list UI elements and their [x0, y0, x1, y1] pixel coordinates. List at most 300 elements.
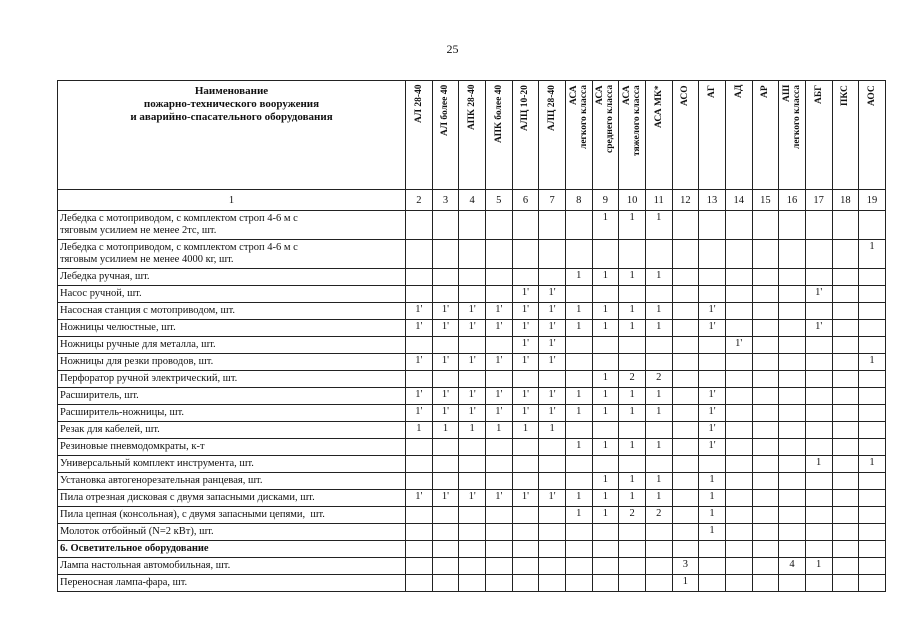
- quantity-cell: [645, 240, 672, 269]
- quantity-cell: [725, 371, 752, 388]
- quantity-cell: [672, 507, 699, 524]
- quantity-cell: 1': [699, 405, 726, 422]
- column-header: [752, 81, 779, 190]
- quantity-cell: [485, 286, 512, 303]
- quantity-cell: [512, 473, 539, 490]
- column-number: 8: [565, 190, 592, 211]
- quantity-cell: [805, 269, 832, 286]
- quantity-cell: [832, 558, 859, 575]
- table-row: [58, 320, 886, 337]
- quantity-cell: 1: [539, 422, 566, 439]
- quantity-cell: 1': [725, 337, 752, 354]
- quantity-cell: [459, 575, 486, 592]
- quantity-cell: [406, 439, 433, 456]
- quantity-cell: [432, 269, 459, 286]
- quantity-cell: [432, 286, 459, 303]
- quantity-cell: [832, 303, 859, 320]
- quantity-cell: 1: [645, 405, 672, 422]
- quantity-cell: [512, 439, 539, 456]
- quantity-cell: [779, 490, 806, 507]
- quantity-cell: 1: [645, 303, 672, 320]
- quantity-cell: [832, 354, 859, 371]
- quantity-cell: [725, 439, 752, 456]
- quantity-cell: [832, 575, 859, 592]
- column-number: 3: [432, 190, 459, 211]
- quantity-cell: 1: [699, 473, 726, 490]
- quantity-cell: [406, 269, 433, 286]
- quantity-cell: [859, 286, 886, 303]
- quantity-cell: [485, 371, 512, 388]
- quantity-cell: [645, 337, 672, 354]
- quantity-cell: [565, 286, 592, 303]
- quantity-cell: 1: [592, 371, 619, 388]
- quantity-cell: [832, 240, 859, 269]
- quantity-cell: [699, 286, 726, 303]
- quantity-cell: [779, 337, 806, 354]
- quantity-cell: 1: [592, 303, 619, 320]
- quantity-cell: [805, 490, 832, 507]
- quantity-cell: [725, 456, 752, 473]
- column-header-label: АД: [733, 85, 744, 99]
- quantity-cell: 1: [619, 473, 646, 490]
- quantity-cell: 1': [432, 320, 459, 337]
- quantity-cell: [805, 422, 832, 439]
- table-row: [58, 286, 886, 303]
- quantity-cell: 1': [539, 388, 566, 405]
- quantity-cell: [406, 507, 433, 524]
- quantity-cell: [832, 422, 859, 439]
- table-row: [58, 269, 886, 286]
- quantity-cell: [539, 439, 566, 456]
- column-number: 11: [645, 190, 672, 211]
- quantity-cell: [645, 286, 672, 303]
- quantity-cell: 1': [512, 354, 539, 371]
- quantity-cell: [619, 575, 646, 592]
- quantity-cell: [459, 211, 486, 240]
- table-row: [58, 422, 886, 439]
- quantity-cell: [832, 405, 859, 422]
- quantity-cell: [459, 473, 486, 490]
- quantity-cell: 1: [592, 388, 619, 405]
- column-header-label: АЛЦ 10-20: [520, 85, 531, 131]
- quantity-cell: [539, 507, 566, 524]
- quantity-cell: [725, 303, 752, 320]
- quantity-cell: [859, 490, 886, 507]
- table-row: [58, 337, 886, 354]
- quantity-cell: [672, 473, 699, 490]
- quantity-cell: [459, 240, 486, 269]
- quantity-cell: [592, 240, 619, 269]
- quantity-cell: [539, 558, 566, 575]
- item-name: Расширитель-ножницы, шт.: [58, 405, 406, 422]
- quantity-cell: 1': [406, 303, 433, 320]
- quantity-cell: [699, 240, 726, 269]
- quantity-cell: [485, 541, 512, 558]
- quantity-cell: [752, 422, 779, 439]
- quantity-cell: 1: [859, 456, 886, 473]
- quantity-cell: [485, 269, 512, 286]
- item-name: Пила отрезная дисковая с двумя запасными дисками, шт.: [58, 490, 406, 507]
- quantity-cell: [859, 473, 886, 490]
- quantity-cell: [859, 303, 886, 320]
- quantity-cell: 1': [406, 388, 433, 405]
- quantity-cell: [432, 558, 459, 575]
- quantity-cell: [619, 541, 646, 558]
- quantity-cell: [805, 240, 832, 269]
- quantity-cell: 1': [512, 303, 539, 320]
- quantity-cell: [832, 269, 859, 286]
- column-header: [859, 81, 886, 190]
- item-name: Молоток отбойный (N=2 кВт), шт.: [58, 524, 406, 541]
- quantity-cell: [725, 320, 752, 337]
- quantity-cell: [406, 371, 433, 388]
- quantity-cell: [406, 575, 433, 592]
- quantity-cell: [752, 439, 779, 456]
- quantity-cell: [459, 541, 486, 558]
- quantity-cell: 1: [645, 439, 672, 456]
- quantity-cell: [779, 388, 806, 405]
- quantity-cell: [779, 354, 806, 371]
- quantity-cell: [832, 388, 859, 405]
- column-header-label: АШ легкого класса: [782, 85, 803, 150]
- quantity-cell: 1: [619, 388, 646, 405]
- column-header: [805, 81, 832, 190]
- column-number: 16: [779, 190, 806, 211]
- quantity-cell: 1: [859, 354, 886, 371]
- quantity-cell: [725, 524, 752, 541]
- quantity-cell: [406, 337, 433, 354]
- quantity-cell: 4: [779, 558, 806, 575]
- quantity-cell: 1': [459, 490, 486, 507]
- quantity-cell: 1: [805, 456, 832, 473]
- quantity-cell: [619, 337, 646, 354]
- quantity-cell: [859, 337, 886, 354]
- quantity-cell: [672, 286, 699, 303]
- quantity-cell: 1': [432, 354, 459, 371]
- quantity-cell: [619, 524, 646, 541]
- quantity-cell: 1': [432, 388, 459, 405]
- column-header-label: АБГ: [813, 85, 824, 105]
- quantity-cell: [565, 558, 592, 575]
- quantity-cell: [539, 456, 566, 473]
- quantity-cell: [699, 456, 726, 473]
- quantity-cell: [805, 354, 832, 371]
- quantity-cell: [752, 240, 779, 269]
- quantity-cell: [859, 541, 886, 558]
- equipment-table: [57, 80, 886, 592]
- quantity-cell: 1': [539, 320, 566, 337]
- column-number: 19: [859, 190, 886, 211]
- quantity-cell: 1': [512, 405, 539, 422]
- quantity-cell: 3: [672, 558, 699, 575]
- quantity-cell: [725, 269, 752, 286]
- quantity-cell: 1': [699, 320, 726, 337]
- item-name: Ножницы ручные для металла, шт.: [58, 337, 406, 354]
- quantity-cell: [859, 371, 886, 388]
- quantity-cell: [779, 320, 806, 337]
- quantity-cell: [406, 456, 433, 473]
- column-number: 10: [619, 190, 646, 211]
- quantity-cell: [565, 337, 592, 354]
- quantity-cell: 1': [406, 490, 433, 507]
- quantity-cell: 1': [512, 320, 539, 337]
- quantity-cell: [859, 439, 886, 456]
- quantity-cell: [859, 388, 886, 405]
- quantity-cell: [725, 541, 752, 558]
- quantity-cell: [592, 286, 619, 303]
- quantity-cell: [459, 439, 486, 456]
- quantity-cell: [512, 371, 539, 388]
- quantity-cell: [432, 456, 459, 473]
- table-row: [58, 558, 886, 575]
- quantity-cell: 1': [406, 405, 433, 422]
- quantity-cell: [512, 507, 539, 524]
- quantity-cell: [859, 575, 886, 592]
- item-name: Перфоратор ручной электрический, шт.: [58, 371, 406, 388]
- quantity-cell: [512, 575, 539, 592]
- quantity-cell: [805, 524, 832, 541]
- column-header: [512, 81, 539, 190]
- quantity-cell: [432, 541, 459, 558]
- quantity-cell: 1': [512, 286, 539, 303]
- quantity-cell: [805, 337, 832, 354]
- quantity-cell: [459, 558, 486, 575]
- quantity-cell: [459, 286, 486, 303]
- column-number: 6: [512, 190, 539, 211]
- quantity-cell: [539, 240, 566, 269]
- quantity-cell: [779, 303, 806, 320]
- quantity-cell: [805, 473, 832, 490]
- item-name: Насос ручной, шт.: [58, 286, 406, 303]
- quantity-cell: [832, 371, 859, 388]
- quantity-cell: [539, 371, 566, 388]
- quantity-cell: 1: [645, 320, 672, 337]
- column-header-label: АСА тяжелого класса: [622, 85, 643, 156]
- column-number: 1: [58, 190, 406, 211]
- quantity-cell: 1': [432, 490, 459, 507]
- quantity-cell: [725, 473, 752, 490]
- quantity-cell: 2: [645, 507, 672, 524]
- column-number: 18: [832, 190, 859, 211]
- quantity-cell: [699, 371, 726, 388]
- quantity-cell: 1': [512, 490, 539, 507]
- quantity-cell: [832, 286, 859, 303]
- quantity-cell: 1': [459, 320, 486, 337]
- quantity-cell: 1: [699, 524, 726, 541]
- quantity-cell: [645, 456, 672, 473]
- quantity-cell: 1: [565, 303, 592, 320]
- quantity-cell: [645, 524, 672, 541]
- quantity-cell: [459, 269, 486, 286]
- quantity-cell: 1: [565, 507, 592, 524]
- quantity-cell: 1: [619, 303, 646, 320]
- quantity-cell: 1': [485, 490, 512, 507]
- item-name: Лампа настольная автомобильная, шт.: [58, 558, 406, 575]
- quantity-cell: [752, 211, 779, 240]
- table-row: [58, 524, 886, 541]
- table-row: [58, 405, 886, 422]
- quantity-cell: 1: [699, 490, 726, 507]
- quantity-cell: 1': [432, 303, 459, 320]
- quantity-cell: [779, 240, 806, 269]
- quantity-cell: [752, 456, 779, 473]
- quantity-cell: [592, 575, 619, 592]
- quantity-cell: 1: [645, 490, 672, 507]
- quantity-cell: [832, 211, 859, 240]
- column-header: [779, 81, 806, 190]
- quantity-cell: 1': [805, 286, 832, 303]
- table-row: [58, 371, 886, 388]
- quantity-cell: 1: [619, 405, 646, 422]
- quantity-cell: [565, 240, 592, 269]
- item-name: Переносная лампа-фара, шт.: [58, 575, 406, 592]
- quantity-cell: [512, 558, 539, 575]
- column-header: [432, 81, 459, 190]
- quantity-cell: [752, 507, 779, 524]
- section-row: [58, 541, 886, 558]
- column-number: 5: [485, 190, 512, 211]
- column-number: 7: [539, 190, 566, 211]
- quantity-cell: [565, 456, 592, 473]
- quantity-cell: [779, 405, 806, 422]
- quantity-cell: 1: [459, 422, 486, 439]
- quantity-cell: [805, 388, 832, 405]
- quantity-cell: 1: [592, 439, 619, 456]
- item-name: Ножницы для резки проводов, шт.: [58, 354, 406, 371]
- column-header-label: АОС: [866, 85, 877, 106]
- quantity-cell: [512, 541, 539, 558]
- quantity-cell: 1: [485, 422, 512, 439]
- quantity-cell: [752, 405, 779, 422]
- quantity-cell: 1': [539, 286, 566, 303]
- column-header-label: АСА среднего класса: [595, 85, 616, 154]
- column-header: [699, 81, 726, 190]
- quantity-cell: 1': [485, 303, 512, 320]
- table-row: [58, 456, 886, 473]
- quantity-cell: [725, 490, 752, 507]
- item-name: Лебедка с мотоприводом, с комплектом строп 4-6 м с тяговым усилием не менее 4000 кг, шт.: [58, 240, 406, 269]
- quantity-cell: [832, 439, 859, 456]
- quantity-cell: [859, 422, 886, 439]
- quantity-cell: [859, 269, 886, 286]
- column-header: [485, 81, 512, 190]
- quantity-cell: [619, 456, 646, 473]
- quantity-cell: [485, 524, 512, 541]
- item-name: Расширитель, шт.: [58, 388, 406, 405]
- column-number: 4: [459, 190, 486, 211]
- quantity-cell: [645, 558, 672, 575]
- quantity-cell: [512, 240, 539, 269]
- page-number: 25: [446, 42, 459, 56]
- quantity-cell: [779, 507, 806, 524]
- quantity-cell: [406, 541, 433, 558]
- quantity-cell: [672, 371, 699, 388]
- quantity-cell: [539, 211, 566, 240]
- quantity-cell: [725, 354, 752, 371]
- quantity-cell: [406, 286, 433, 303]
- quantity-cell: [832, 541, 859, 558]
- quantity-cell: 1: [592, 507, 619, 524]
- quantity-cell: 1: [565, 490, 592, 507]
- quantity-cell: 1': [459, 405, 486, 422]
- quantity-cell: [512, 269, 539, 286]
- quantity-cell: 1: [565, 320, 592, 337]
- quantity-cell: [752, 541, 779, 558]
- column-header-label: АЛ 28-40: [413, 85, 424, 124]
- column-header-label: АЛЦ 28-40: [547, 85, 558, 131]
- quantity-cell: [859, 524, 886, 541]
- quantity-cell: [699, 337, 726, 354]
- column-header: [832, 81, 859, 190]
- quantity-cell: [752, 388, 779, 405]
- quantity-cell: [565, 422, 592, 439]
- quantity-cell: 1: [592, 211, 619, 240]
- header-row: [58, 81, 886, 190]
- column-number: 12: [672, 190, 699, 211]
- quantity-cell: [432, 575, 459, 592]
- quantity-cell: [619, 240, 646, 269]
- quantity-cell: 1: [672, 575, 699, 592]
- quantity-cell: [805, 371, 832, 388]
- table-row: [58, 507, 886, 524]
- quantity-cell: [645, 575, 672, 592]
- quantity-cell: [432, 524, 459, 541]
- quantity-cell: [485, 507, 512, 524]
- quantity-cell: [592, 541, 619, 558]
- quantity-cell: [672, 303, 699, 320]
- quantity-cell: [672, 240, 699, 269]
- quantity-cell: [512, 524, 539, 541]
- quantity-cell: 1': [699, 422, 726, 439]
- quantity-cell: [699, 558, 726, 575]
- quantity-cell: [672, 337, 699, 354]
- quantity-cell: [672, 456, 699, 473]
- quantity-cell: [752, 524, 779, 541]
- quantity-cell: 1': [512, 388, 539, 405]
- quantity-cell: [406, 473, 433, 490]
- table-row: [58, 354, 886, 371]
- quantity-cell: [565, 211, 592, 240]
- quantity-cell: [406, 240, 433, 269]
- quantity-cell: [512, 456, 539, 473]
- quantity-cell: [779, 439, 806, 456]
- quantity-cell: [725, 422, 752, 439]
- quantity-cell: [752, 558, 779, 575]
- quantity-cell: 1': [406, 354, 433, 371]
- quantity-cell: [832, 524, 859, 541]
- quantity-cell: [406, 558, 433, 575]
- quantity-cell: 1: [619, 490, 646, 507]
- quantity-cell: 1': [485, 388, 512, 405]
- quantity-cell: 1': [805, 320, 832, 337]
- column-header-label: АР: [760, 85, 771, 98]
- quantity-cell: 1': [432, 405, 459, 422]
- quantity-cell: [832, 490, 859, 507]
- column-header: [645, 81, 672, 190]
- quantity-cell: [725, 388, 752, 405]
- quantity-cell: 1': [539, 303, 566, 320]
- quantity-cell: 1: [565, 439, 592, 456]
- quantity-cell: [725, 575, 752, 592]
- quantity-cell: [672, 541, 699, 558]
- quantity-cell: 1': [459, 303, 486, 320]
- quantity-cell: [779, 269, 806, 286]
- quantity-cell: [432, 439, 459, 456]
- quantity-cell: 1: [592, 405, 619, 422]
- quantity-cell: [485, 558, 512, 575]
- quantity-cell: 1': [512, 337, 539, 354]
- quantity-cell: [672, 524, 699, 541]
